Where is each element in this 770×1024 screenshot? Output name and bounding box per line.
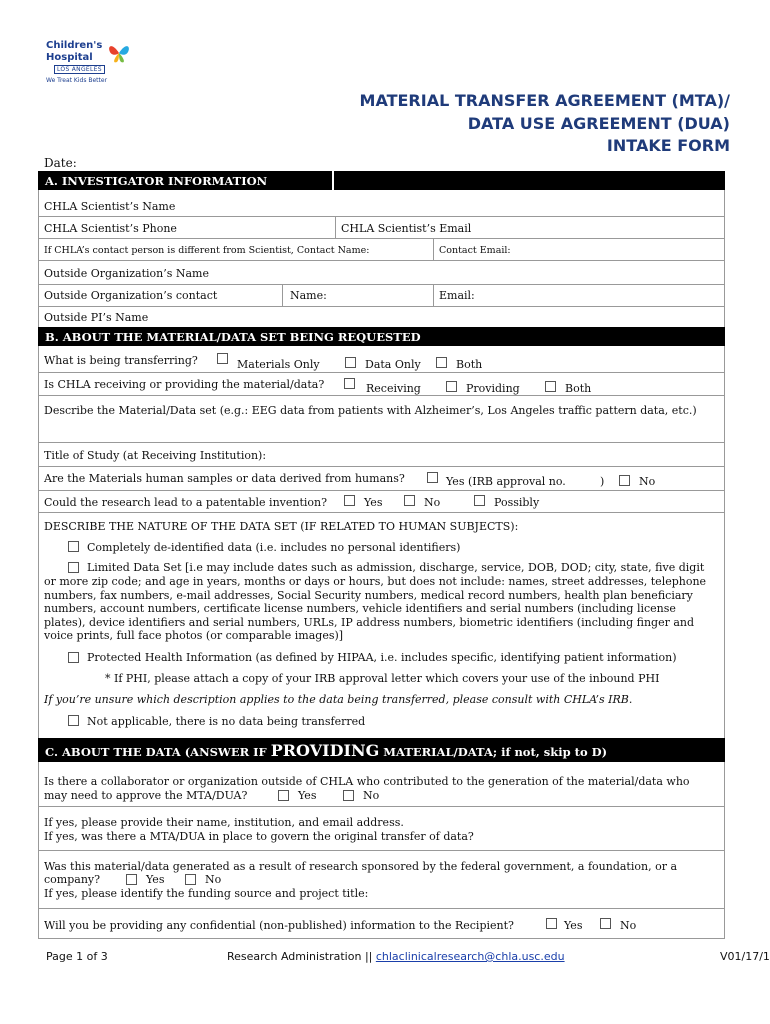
both-label: Both [456,358,483,371]
q-patentable: Could the research lead to a patentable invention? [44,496,328,509]
both-checkbox[interactable] [436,357,447,368]
unsure-note: If you’re unsure which description applies to the data being transferred, please consult with CHLA’s IRB. [44,693,633,706]
ifyes-mta-label: If yes, was there a MTA/DUA in place to govern the original transfer of data? [44,830,474,843]
deidentified-label: Completely de-identified data (i.e. includes no personal identifiers) [87,541,461,554]
logo-line-2: Hospital [46,52,93,63]
section-b-title: B. ABOUT THE MATERIAL/DATA SET BEING REQUESTED [45,330,421,344]
confidential-yes-checkbox[interactable] [546,918,557,929]
logo-line-3: LOS ANGELES [54,65,105,74]
q-transferring: What is being transferring? [44,354,198,367]
section-c-title-pre: C. ABOUT THE DATA (ANSWER IF [45,745,267,759]
logo-tagline: We Treat Kids Better [46,77,108,84]
q-sponsored-line1: Was this material/data generated as a result of research sponsored by the federal government, a foundation, or a [44,860,678,873]
title-of-study-label: Title of Study (at Receiving Institution): [44,449,267,462]
data-only-label: Data Only [365,358,421,371]
patent-yes-checkbox[interactable] [344,495,355,506]
contact-email-label: Contact Email: [439,245,511,256]
contact-email-field-label: Email: [439,289,475,302]
q-describe: Describe the Material/Data set (e.g.: EEG data from patients with Alzheimer’s, Los Angeles traffic pattern data, etc.) [44,404,697,417]
patent-possibly-checkbox[interactable] [474,495,485,506]
table-left-border [38,171,39,938]
section-c-title-post: MATERIAL/DATA; if not, skip to D) [383,745,608,759]
footer-admin [227,950,565,963]
page-number: Page 1 of 3 [46,950,108,963]
outside-pi-label: Outside PI’s Name [44,311,149,324]
irb-close-paren: ) [600,475,605,488]
data-only-checkbox[interactable] [345,357,356,368]
not-applicable-checkbox[interactable] [68,715,79,726]
logo-line-1: Children's [46,40,103,51]
scientist-phone-label: CHLA Scientist’s Phone [44,222,177,235]
section-c-header [38,738,725,762]
patent-possibly-label: Possibly [494,496,540,509]
form-title-line-3: INTAKE FORM [606,136,730,155]
footer-admin-label: Research Administration || [227,950,373,963]
receiving-checkbox[interactable] [344,378,355,389]
patent-yes-label: Yes [364,496,383,509]
materials-only-label: Materials Only [237,358,320,371]
section-c-title-providing: PROVIDING [270,741,380,760]
collaborator-yes-checkbox[interactable] [278,790,289,801]
confidential-yes-label: Yes [564,919,583,932]
section-c-title [45,741,607,760]
chla-logo [44,40,134,88]
not-applicable-label: Not applicable, there is no data being transferred [87,715,366,728]
version-label: V01/17/1 [720,950,770,963]
limited-data-set-line1: Limited Data Set [i.e may include dates such as admission, discharge, service, DOB, DOD; city, state, five digit [87,561,705,574]
ifyes-funding-label: If yes, please identify the funding source and project title: [44,887,369,900]
scientist-email-label: CHLA Scientist’s Email [341,222,472,235]
form-title-line-2: DATA USE AGREEMENT (DUA) [467,114,730,133]
sponsored-yes-label: Yes [146,873,165,886]
providing-checkbox[interactable] [446,381,457,392]
q-human-samples: Are the Materials human samples or data derived from humans? [44,472,405,485]
materials-only-checkbox[interactable] [217,353,228,364]
human-no-label: No [639,475,656,488]
outside-org-name-label: Outside Organization’s Name [44,267,209,280]
providing-label: Providing [466,382,520,395]
form-title-line-1: MATERIAL TRANSFER AGREEMENT (MTA)/ [359,91,730,110]
outside-org-contact-label: Outside Organization’s contact [44,289,218,302]
deidentified-checkbox[interactable] [68,541,79,552]
human-yes-checkbox[interactable] [427,472,438,483]
patent-no-label: No [424,496,441,509]
sponsored-no-checkbox[interactable] [185,874,196,885]
section-b-header [38,327,725,346]
ifyes-provide-label: If yes, please provide their name, institution, and email address. [44,816,404,829]
section-a-header [38,171,725,190]
sponsored-no-label: No [205,873,222,886]
q-confidential: Will you be providing any confidential (non-published) information to the Recipient? [44,919,514,932]
human-no-checkbox[interactable] [619,475,630,486]
both-2-label: Both [565,382,592,395]
q-sponsored-line2: company? [44,873,101,886]
footer-email-link[interactable]: chlaclinicalresearch@chla.usc.edu [375,950,565,963]
q-receiving: Is CHLA receiving or providing the material/data? [44,378,325,391]
describe-nature-heading: DESCRIBE THE NATURE OF THE DATA SET (IF RELATED TO HUMAN SUBJECTS): [44,520,519,533]
collaborator-yes-label: Yes [298,789,317,802]
sponsored-yes-checkbox[interactable] [126,874,137,885]
collaborator-no-label: No [363,789,380,802]
limited-data-set-rest: or more zip code; and age in years, months or days or hours, but does not include: names, street addresses, telephone numbers, fax numbers, e-mail addresses, Social Security numbers, medical record numbers, health plan beneficiary numbers, account numbers, certificate license numbers, vehicle identifiers and serial numbers (including license plates), device identifiers and serial numbers, URLs, IP address numbers, biometric identifiers (including finger and voice prints, full face photos (or comparable images)] [44,575,707,642]
q-collaborator-line2: may need to approve the MTA/DUA? [44,789,248,802]
phi-note: * If PHI, please attach a copy of your IRB approval letter which covers your use of the inbound PHI [105,672,660,685]
both-2-checkbox[interactable] [545,381,556,392]
receiving-label: Receiving [366,382,421,395]
confidential-no-label: No [620,919,637,932]
limited-data-set-checkbox[interactable] [68,562,79,573]
q-collaborator-line1: Is there a collaborator or organization outside of CHLA who contributed to the generation of the material/data who [44,775,690,788]
table-right-border [724,171,725,938]
section-a-title: A. INVESTIGATOR INFORMATION [45,174,268,188]
scientist-name-label: CHLA Scientist’s Name [44,200,176,213]
contact-different-label: If CHLA’s contact person is different from Scientist, Contact Name: [44,245,370,256]
confidential-no-checkbox[interactable] [600,918,611,929]
phi-checkbox[interactable] [68,652,79,663]
date-label: Date: [44,156,77,170]
butterfly-icon [106,40,132,66]
patent-no-checkbox[interactable] [404,495,415,506]
human-yes-irb-label: Yes (IRB approval no. [446,475,566,488]
collaborator-no-checkbox[interactable] [343,790,354,801]
contact-name-label: Name: [290,289,327,302]
phi-label: Protected Health Information (as defined by HIPAA, i.e. includes specific, identifying patient information) [87,651,677,664]
